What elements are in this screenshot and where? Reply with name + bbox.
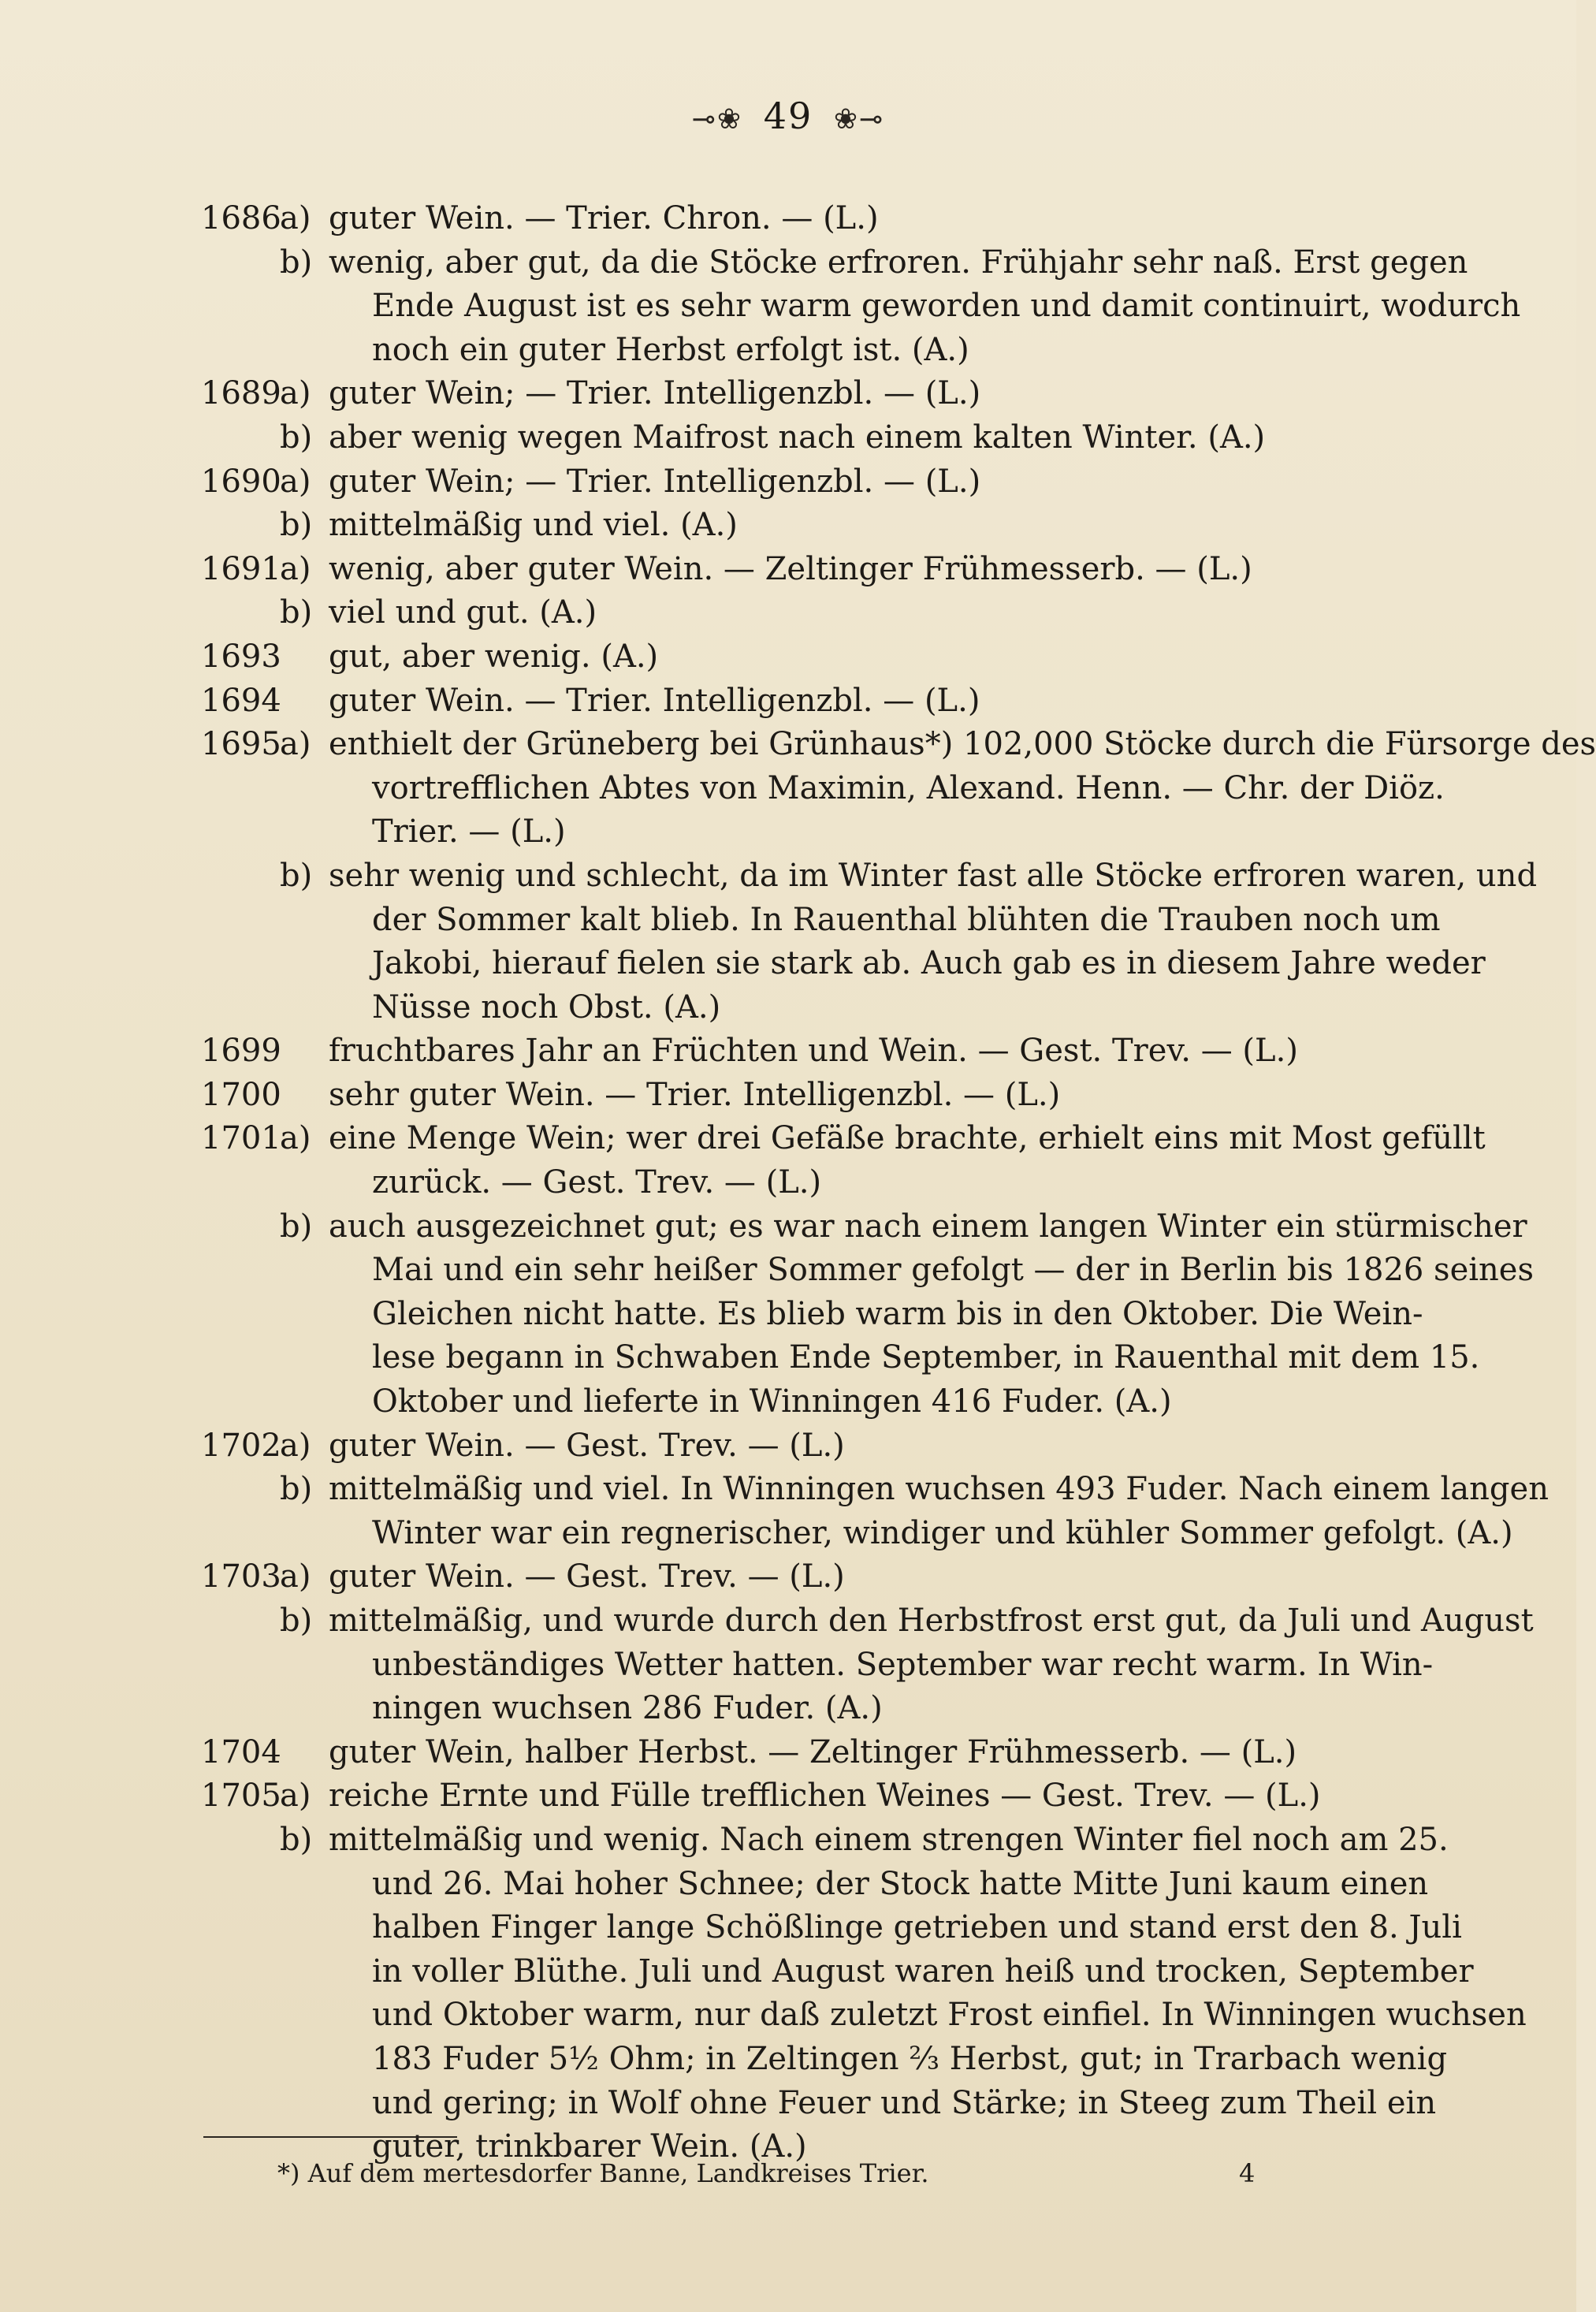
- item-label: [280, 810, 329, 854]
- text-line: [201, 1555, 1383, 1599]
- text-line: [201, 1512, 1513, 1556]
- year-label: [201, 1950, 280, 1994]
- line-text: mittelmäßig und viel. (A.): [329, 507, 738, 544]
- year-label: [201, 1161, 280, 1205]
- text-line: [201, 504, 1383, 548]
- item-label: b): [280, 1471, 313, 1508]
- year-label: [201, 241, 280, 285]
- year-label: 1704: [201, 1733, 281, 1770]
- text-line: [201, 241, 1468, 285]
- text-line: [201, 1074, 1383, 1118]
- year-label: 1690: [201, 463, 281, 500]
- line-text: 183 Fuder 5½ Ohm; in Zeltingen ⅔ Herbst, gut; in Trarbach wenig: [372, 2040, 1448, 2077]
- year-label: [201, 504, 280, 548]
- line-text: fruchtbares Jahr an Früchten und Wein. — Gest. Trev. — (L.): [329, 1033, 1298, 1070]
- text-line: [201, 1774, 1383, 1819]
- line-text: Mai und ein sehr heißer Sommer gefolgt — der in Berlin bis 1826 seines: [372, 1252, 1535, 1289]
- year-label: 1703: [201, 1558, 281, 1595]
- line-text: lese begann in Schwaben Ende September, in Rauenthal mit dem 15.: [372, 1339, 1480, 1376]
- text-line: [201, 548, 1383, 592]
- footnote-rule: [203, 2136, 457, 2138]
- year-label: 1702: [201, 1427, 281, 1464]
- year-label: [201, 2082, 280, 2126]
- text-line: [201, 1731, 1383, 1775]
- text-line: [201, 942, 1486, 986]
- year-label: 1691: [201, 550, 281, 587]
- item-label: [280, 1249, 329, 1293]
- year-label: [201, 1468, 280, 1512]
- line-text: mittelmäßig, und wurde durch den Herbstfrost erst gut, da Juli und August: [329, 1603, 1534, 1639]
- year-label: [201, 1906, 280, 1950]
- text-line: [201, 679, 1383, 724]
- line-text: viel und gut. (A.): [329, 594, 597, 631]
- item-label: [280, 635, 329, 679]
- text-line: [201, 1161, 1383, 1205]
- item-label: [280, 2038, 329, 2082]
- year-label: 1693: [201, 638, 281, 675]
- item-label: [280, 1293, 329, 1337]
- page-number: 49: [763, 95, 813, 137]
- line-text: und gering; in Wolf ohne Feuer und Stärke; in Steeg zum Theil ein: [372, 2084, 1437, 2121]
- year-label: [201, 1819, 280, 1863]
- text-line: [201, 372, 1383, 416]
- line-text: zurück. — Gest. Trev. — (L.): [372, 1164, 822, 1201]
- year-label: [201, 1994, 280, 2038]
- text-line: [201, 591, 1383, 635]
- text-line: [201, 1906, 1462, 1950]
- line-text: guter Wein; — Trier. Intelligenzbl. — (L.): [329, 375, 981, 412]
- year-label: [201, 329, 280, 373]
- line-text: guter Wein. — Trier. Chron. — (L.): [329, 200, 879, 236]
- text-line: [201, 1863, 1429, 1907]
- line-text: Oktober und lieferte in Winningen 416 Fuder. (A.): [372, 1383, 1172, 1420]
- line-text: sehr wenig und schlecht, da im Winter fast alle Stöcke erfroren waren, und: [329, 857, 1538, 894]
- text-line: [201, 723, 1596, 767]
- item-label: [280, 1863, 329, 1907]
- text-line: [201, 1687, 1383, 1731]
- ornament-right: ❀⊸: [833, 103, 885, 136]
- footnote: *) Auf dem mertesdorfer Banne, Landkreises Trier.: [277, 2158, 929, 2188]
- line-text: und Oktober warm, nur daß zuletzt Frost einfiel. In Winningen wuchsen: [372, 1997, 1527, 2034]
- item-label: [280, 1512, 329, 1556]
- year-label: [201, 416, 280, 460]
- line-text: guter Wein, halber Herbst. — Zeltinger Frühmesserb. — (L.): [329, 1733, 1297, 1770]
- text-line: [201, 810, 1383, 854]
- item-label: [280, 1731, 329, 1775]
- item-label: [280, 899, 329, 943]
- line-text: wenig, aber gut, da die Stöcke erfroren. Frühjahr sehr naß. Erst gegen: [329, 244, 1468, 281]
- text-line: [201, 899, 1441, 943]
- text-line: [201, 197, 1383, 241]
- item-label: [280, 329, 329, 373]
- item-label: b): [280, 507, 313, 544]
- line-text: mittelmäßig und wenig. Nach einem strengen Winter fiel noch am 25.: [329, 1821, 1449, 1858]
- year-label: [201, 2038, 280, 2082]
- item-label: [280, 1336, 329, 1380]
- year-label: [201, 1380, 280, 1424]
- text-line: [201, 1819, 1449, 1863]
- text-line: [201, 986, 1383, 1030]
- line-text: enthielt der Grüneberg bei Grünhaus*) 102,000 Stöcke durch die Fürsorge des: [329, 726, 1596, 763]
- item-label: b): [280, 1603, 313, 1639]
- line-text: unbeständiges Wetter hatten. September war recht warm. In Win-: [372, 1646, 1434, 1683]
- text-line: [201, 1424, 1383, 1469]
- year-label: [201, 1336, 280, 1380]
- text-line: [201, 1117, 1486, 1161]
- line-text: Jakobi, hierauf fielen sie stark ab. Auch gab es in diesem Jahre weder: [372, 945, 1486, 982]
- text-line: [201, 1205, 1527, 1249]
- year-label: [201, 854, 280, 899]
- year-label: [201, 1687, 280, 1731]
- line-text: guter Wein; — Trier. Intelligenzbl. — (L.): [329, 463, 981, 500]
- item-label: a): [280, 1120, 311, 1157]
- item-label: a): [280, 1778, 311, 1815]
- text-line: [201, 2082, 1437, 2126]
- line-text: Ende August ist es sehr warm geworden und damit continuirt, wodurch: [372, 288, 1521, 325]
- item-label: [280, 986, 329, 1030]
- year-label: 1695: [201, 726, 281, 763]
- year-label: [201, 810, 280, 854]
- line-text: wenig, aber guter Wein. — Zeltinger Frühmesserb. — (L.): [329, 550, 1252, 587]
- item-label: [280, 1644, 329, 1688]
- line-text: ningen wuchsen 286 Fuder. (A.): [372, 1690, 883, 1727]
- year-label: [201, 1512, 280, 1556]
- line-text: und 26. Mai hoher Schnee; der Stock hatte Mitte Juni kaum einen: [372, 1865, 1429, 1902]
- text-line: [201, 285, 1521, 329]
- item-label: b): [280, 1821, 313, 1858]
- year-label: 1700: [201, 1076, 281, 1113]
- line-text: vortrefflichen Abtes von Maximin, Alexand. Henn. — Chr. der Diöz.: [372, 769, 1445, 806]
- item-label: [280, 2082, 329, 2126]
- text-line: [201, 1599, 1534, 1644]
- text-line: [201, 1293, 1423, 1337]
- text-line: [201, 1249, 1535, 1293]
- text-line: [201, 1950, 1474, 1994]
- line-text: guter Wein. — Gest. Trev. — (L.): [329, 1558, 845, 1595]
- line-text: Trier. — (L.): [372, 813, 566, 851]
- year-label: [201, 942, 280, 986]
- text-line: [201, 1994, 1527, 2038]
- text-line: [201, 1468, 1549, 1512]
- year-label: 1705: [201, 1778, 281, 1815]
- item-label: a): [280, 726, 311, 763]
- year-label: [201, 767, 280, 811]
- text-line: [201, 1029, 1383, 1074]
- item-label: b): [280, 1208, 313, 1245]
- item-label: b): [280, 594, 313, 631]
- year-label: [201, 1599, 280, 1644]
- year-label: 1699: [201, 1033, 281, 1070]
- item-label: [280, 285, 329, 329]
- line-text: noch ein guter Herbst erfolgt ist. (A.): [372, 331, 969, 368]
- item-label: [280, 679, 329, 724]
- line-text: guter, trinkbarer Wein. (A.): [372, 2128, 807, 2165]
- item-label: a): [280, 463, 311, 500]
- line-text: der Sommer kalt blieb. In Rauenthal blühten die Trauben noch um: [372, 901, 1441, 938]
- text-line: [201, 767, 1445, 811]
- item-label: b): [280, 244, 313, 281]
- year-label: [201, 591, 280, 635]
- year-label: [201, 899, 280, 943]
- year-label: 1686: [201, 200, 281, 236]
- text-line: [201, 460, 1383, 504]
- item-label: a): [280, 200, 311, 236]
- item-label: [280, 1161, 329, 1205]
- year-label: 1689: [201, 375, 281, 412]
- item-label: b): [280, 857, 313, 894]
- item-label: a): [280, 1427, 311, 1464]
- line-text: Gleichen nicht hatte. Es blieb warm bis in den Oktober. Die Wein-: [372, 1295, 1423, 1332]
- line-text: aber wenig wegen Maifrost nach einem kalten Winter. (A.): [329, 419, 1266, 456]
- text-line: [201, 1336, 1480, 1380]
- line-text: sehr guter Wein. — Trier. Intelligenzbl. — (L.): [329, 1076, 1061, 1113]
- year-label: [201, 1205, 280, 1249]
- year-label: [201, 986, 280, 1030]
- line-text: guter Wein. — Trier. Intelligenzbl. — (L.): [329, 682, 980, 719]
- item-label: [280, 1029, 329, 1074]
- line-text: gut, aber wenig. (A.): [329, 638, 659, 675]
- item-label: [280, 1994, 329, 2038]
- item-label: b): [280, 419, 313, 456]
- line-text: in voller Blüthe. Juli und August waren heiß und trocken, September: [372, 1953, 1474, 1990]
- item-label: [280, 1074, 329, 1118]
- line-text: reiche Ernte und Fülle trefflichen Weines — Gest. Trev. — (L.): [329, 1778, 1321, 1815]
- page-header: [0, 95, 1576, 137]
- line-text: halben Finger lange Schößlinge getrieben und stand erst den 8. Juli: [372, 1909, 1462, 1946]
- item-label: a): [280, 1558, 311, 1595]
- line-text: guter Wein. — Gest. Trev. — (L.): [329, 1427, 845, 1464]
- year-label: [201, 285, 280, 329]
- text-line: [201, 635, 1383, 679]
- line-text: mittelmäßig und viel. In Winningen wuchsen 493 Fuder. Nach einem langen: [329, 1471, 1549, 1508]
- year-label: 1694: [201, 682, 281, 719]
- line-text: Nüsse noch Obst. (A.): [372, 988, 721, 1026]
- text-line: [201, 2038, 1448, 2082]
- chronicle-text: [201, 197, 1596, 2169]
- text-line: [201, 1380, 1383, 1424]
- item-label: [280, 942, 329, 986]
- year-label: [201, 1293, 280, 1337]
- item-label: [280, 1687, 329, 1731]
- line-text: eine Menge Wein; wer drei Gefäße brachte, erhielt eins mit Most gefüllt: [329, 1120, 1486, 1157]
- text-line: [201, 329, 1383, 373]
- year-label: [201, 1249, 280, 1293]
- text-line: [201, 416, 1383, 460]
- item-label: a): [280, 550, 311, 587]
- item-label: [280, 1380, 329, 1424]
- item-label: [280, 1950, 329, 1994]
- signature-mark: 4: [1239, 2158, 1256, 2188]
- text-line: [201, 854, 1538, 899]
- item-label: [280, 1906, 329, 1950]
- item-label: [280, 767, 329, 811]
- year-label: 1701: [201, 1120, 281, 1157]
- line-text: Winter war ein regnerischer, windiger und kühler Sommer gefolgt. (A.): [372, 1514, 1513, 1551]
- item-label: a): [280, 375, 311, 412]
- year-label: [201, 1644, 280, 1688]
- year-label: [201, 2125, 280, 2169]
- year-label: [201, 1863, 280, 1907]
- text-line: [201, 1644, 1434, 1688]
- ornament-left: ⊸❀: [691, 103, 743, 136]
- line-text: auch ausgezeichnet gut; es war nach einem langen Winter ein stürmischer: [329, 1208, 1527, 1245]
